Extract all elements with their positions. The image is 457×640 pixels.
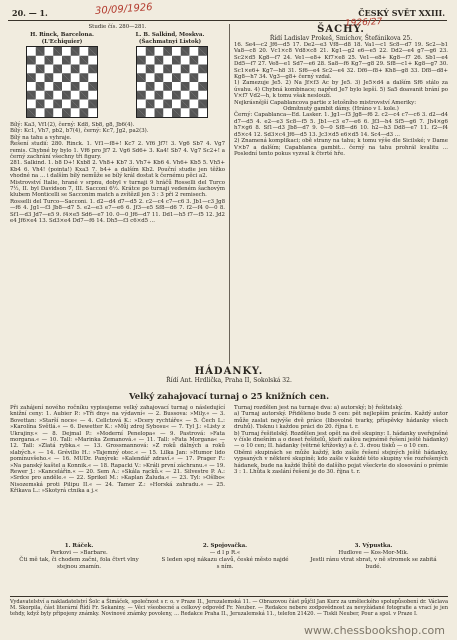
- tournament-text: Mistrovství Italie, hrané v srpnu, dobyl v turnaji 9 hráčů Rosselli del Turco 7½, II. byl Davidson 7, III. Sacconi 6½. Krátce po turnaji vedeném šachovým klubem Monticelli se Sacconim match a zvítězil jen 3 : 3 při 2 remisech.: [10, 179, 225, 199]
- capablanca-notes: 2) Znamená komplikaci; obě strany na tahu; k tomu výše dle Sicilské; v Dame V×b7 a dalším; Capablanca gambit... černý na tahu prohrál kvalitu ... Poslední tento pokus vyzval k čtvrté hře.: [234, 138, 448, 157]
- journal-title: ČESKÝ SVĚT XXIII.: [358, 8, 445, 18]
- game-continuation: 16. Se4—c2 Jf6—d5 17. De2—e3 Vf8—d8 18. Va1—c1 Sc8—d7 19. Sc2—b1 Va8—c8 20. Vc1×c8 Vd8×c8 21. Kg1—g2 e6—e5 22. Dd2—e4 g7—g6 23. Sc2×d5 Kg8—f7 24. Ve1—e8+ Kf7×e8 25. Ve1—e8+ Kg8—f7 26. Sb1—e4 Dd5—f7 27. Ve8—e1 Sd7—e6 28. Sa8—f6 Kg7—g8 29. Sf8—c1+ Kg8—g7 30. Sc1×e6+ Kg7—h8 31. Sf6—e4 Sc2—e4 32. Df6—f8+ Kh8—g8 33. Df8—d8+ Kg8—h7 34. Vg3—g8+ černý vzdal.: [234, 42, 448, 81]
- studies-caption: Studie čís. 280—281.: [88, 24, 147, 30]
- imprint-footer: Vydavatelství a nakladatelství Šolc a Šimáček, společnost s r. o. v Praze II., Jeruzalemská 11. — Obrazovou část půjčil Jan Kurz za uměleckého spolupůsobení dr. Václava M. Skorpila, část literární Řídí Fr. Sekaniny. — Věci všeobecné a celkový odpověď Fr. Neuber. — Redakce nebere zodpovědnost za nevyžádané fotografie a vrací je jen tehdy, když byly připojeny známky. Novinové známky povoleny, ... Redakce Praha II., Jeruzalemská 11., telefon 21420. — Tiskli Neuber, Pour a spol. v Praze I.: [10, 596, 448, 617]
- positions-text: Bílý: Ka3, Vf1(2), černý: Kd8, Sb8, g8, Jb6(4). Bílý: Kc1, Vh7, pb2, b7(4), černý: Kc7, Jg2, pa2(3). Bílý na tahu a vyhraje.: [10, 122, 149, 141]
- handwritten-date: 30/09/1926: [94, 2, 153, 17]
- handwritten-year: 1926/27: [344, 17, 383, 29]
- puzzles-editor: Řídí Ant. Hrdlička, Praha II, Sokolská 32.: [166, 377, 292, 384]
- chess-diagrams: [10, 24, 225, 122]
- puzzle-1-title: 1. Ráček.: [64, 543, 94, 549]
- capablanca-game: Černý: Capablanca—Ed. Lasker. 1. Jg1—f3 Jg8—f6 2. c2—c4 c7—c6 3. d2—d4 d7—d5 4. e2—e3 Sc8—f5 5. Jb1—c3 e7—e6 6. Jf3—h4 Sf5—g6 7. Jh4×g6 h7×g6 8. Sf1—d3 Jb8—d7 9. 0—0 Sf8—d6 10. h2—h3 Dd8—e7 11. f2—f4 d5×c4 12. Sd3×c4 Jf6—d5 13. Jc3×d5 e6×d5 14. Sc4—d3 ...: [234, 112, 448, 138]
- solution-281: 281. Salkind. 1. b8 D+! Kxb8 2. Vh8+ Kb7 3. Vh7+ Kb6 4. Vh6+ Kb5 5. Vh5+ Kb4 6. Vh4! (pointa!) Kxa3 7. b4+ a dalším Kb2. Pouční studie jen těžko vhodné na ... i dalším bílý nemůže se bílý král dostat k černému pěci a2.: [10, 160, 225, 180]
- puzzle-3-title: 3. Výpustka.: [354, 543, 393, 549]
- player-1: H. Rinck, Barcelona. (L'Echiquier): [30, 32, 94, 45]
- puzzle-1: [14, 543, 144, 571]
- watermark: www.chessbookshop.com: [304, 624, 445, 637]
- solutions-text: Řešení studií: 280. Rinck. 1. Vf1—f8+! Kc7 2. Vf6 Jf7! 3. Vg6 Sb7 4. Vg7 remis. Chybné by bylo 1. Vf6 pro Jf7 2. Vg6 Sd6+ 3. Ka4! Sb7 4. Vg7 Sc2+! a černý zachrání všechny tři figury.: [10, 141, 225, 161]
- puzzle-3-line1: Hudlove — Kos-Mor-Mik.: [338, 550, 409, 556]
- tourney-prizes: Při zahájení nového ročníku vypisujeme velký zahajovací turnaj o následující knižní ceny: 1. Aubier P.: »Tři dny« na výdavní« — 2. Bussova: »Mily.« — 3. Bovettan: »Starší noce« — 4. Cellctová K.: »Dcery rychtáře« — 5. Čech L.: »Karolína Světlá.« — 6. Dewetter K.: »Můj zdroj Sybosu« — 7. Tyl J.: »Listy z Ukrajiny.« — 8. Dejmal P.: »Moderní Penelopa« — 9. Pastrová: »Fata morgana.« — 10. Tall: »Marinka Zemanová.« — 11. Tall: »Fata Morgana« — 12. Tall: »Zlatá rybka.« — 13. Grossmannová: »Z roků dálných a roků slabých.« — 14. Grévillo H.: »Tajemný otec.« — 15. Lilka Jan: »Humor lido pomínuvšeho.« — 16. MUDr. Panýrek: »Kalendář zdraví.« — 17. Prager F.: »Na panský kaštel a Konnik.« — 18. Rapacki V.: »Králi první záchranu.« — 19. Rewer J.: »Kancelářin.« — 20. Sem A.: »Skála racků.« — 21. Silvestre P. A.: »Srdce pro anděle.« — 22. Sprikel M.: »Kaplan Žaluda.« — 23. Tyl: »Ošlbo« Nisozemská proti Pilipu II.« — 24. Tamer Z.: »Horská zahradu.« — 25. Křikava L.: »Skotyrá ctnika a j.«: [10, 405, 225, 495]
- puzzle-2-line1: — d l p R.«: [209, 550, 241, 556]
- puzzle-2-title: 2. Spojovačka.: [202, 543, 248, 549]
- chess-board-281: [136, 46, 208, 118]
- tourney-rules: Turnaj rozdělen jest na turnaje dva: a) autorský; b) řešitelský. a) Turnaj autorský. Přiděleno bude 5 cen: pět nejlepším prácím. Každý autor může zaslat nejvýše dvě práce (libovolné tvarky, příspěvky hádanky všech druhů). Tisknu i každou práci do 20. října t. r. b) Turnaj řešitelský. Rozdělen jest opět na dvě skupiny: I. hádanky uveřejněné v čísle dnešním a o deset řešitelů, kteří zašlou nejmémě řešení ještě hádanky) — o 10 cen; II. hádanky (větrné křížovky) a č. 3. dvou tisků — o 10 cen. Oběmi skupinách se může každý, kdo zašle řešení stejných ještě hádanky, vypsaných v některé skupině; kdo zašle v každé této skupiny vše rozřešených hádanek, bude na každé lhůtě do dalšího pojat všeckvte do slosování o prémie 3 : 1. Lhůta k zaslání řešení je do 30. října t. r.: [234, 405, 448, 476]
- player-2: L. B. Salkind, Moskva. (Šachmatnyi Listok): [135, 32, 205, 45]
- capablanca-opening: Odmítnutý gambit dámy. (Hráno v I. kole.): [283, 106, 399, 113]
- game-notes: 1) Zamezuje Je5. 2) Na Jf×f3 Ac by Je5. 3) Je5×d4 a dalším Sf6 stálo za úvahu. 4) Chybná kombinace; napřed Je7 bylo lepší. 5) Sa5 doavanit brání po V×f7 Vd2—h, k tomu však neslouží.: [234, 80, 448, 100]
- puzzle-1-line1: Perkovi — »Barbare.: [50, 550, 108, 556]
- puzzle-1-line2: Čti mě tak, či chodem začni, fola čtvrt vlny stejnou znamín.: [19, 557, 139, 570]
- page-number: 20. — 1.: [12, 8, 48, 18]
- capablanca-intro: Nejkrásnější Capablancova partie z letošního mistrovství Ameriky:: [234, 99, 417, 106]
- puzzle-3: [306, 543, 441, 571]
- chess-column-left: [10, 24, 225, 225]
- puzzle-2: [160, 543, 290, 571]
- puzzles-title: HÁDANKY.: [194, 366, 264, 377]
- chess-editor: Řídí Ladislav Prokeš, Smíchov, Štefánikova 25.: [269, 35, 413, 42]
- tourney-title: Velký zahajovací turnaj o 25 knižních cen.: [128, 392, 330, 402]
- chess-column-right: [234, 24, 448, 157]
- puzzles-section-header: [10, 366, 448, 384]
- puzzle-3-line2: Jestli ránu vtrat sbrat, v ně stromek se zabitá budé.: [310, 557, 437, 570]
- column-divider: [229, 24, 230, 364]
- puzzle-2-line2: S leden spoj nákazu clavů, české město najdé s ním.: [161, 557, 289, 570]
- game-text: Rosselli del Turco—Sacconi. 1. d2—d4 d7—d5 2. c2—c4 c7—c6 3. Jb1—c3 Jg8—f6 4. Jg1—f3 Jb8—d7 5. e2—e3 e7—e6 6. Jf3—e5 Sf8—d6 7. f2—f4 0—0 8. Sf1—d3 Jd7—e5 9. f4×e5 Sd6—e7 10. 0—0 Jf6—d7 11. Dd1—h5 f7—f5 12. Jd2 e4 Jf6×e4 13. Sd3×e4 Dd7—f6 14. Dh5—f3 c6×d5 ...: [10, 198, 225, 225]
- chess-board-280: [26, 46, 98, 118]
- chess-title: ŠACHY.: [317, 24, 365, 35]
